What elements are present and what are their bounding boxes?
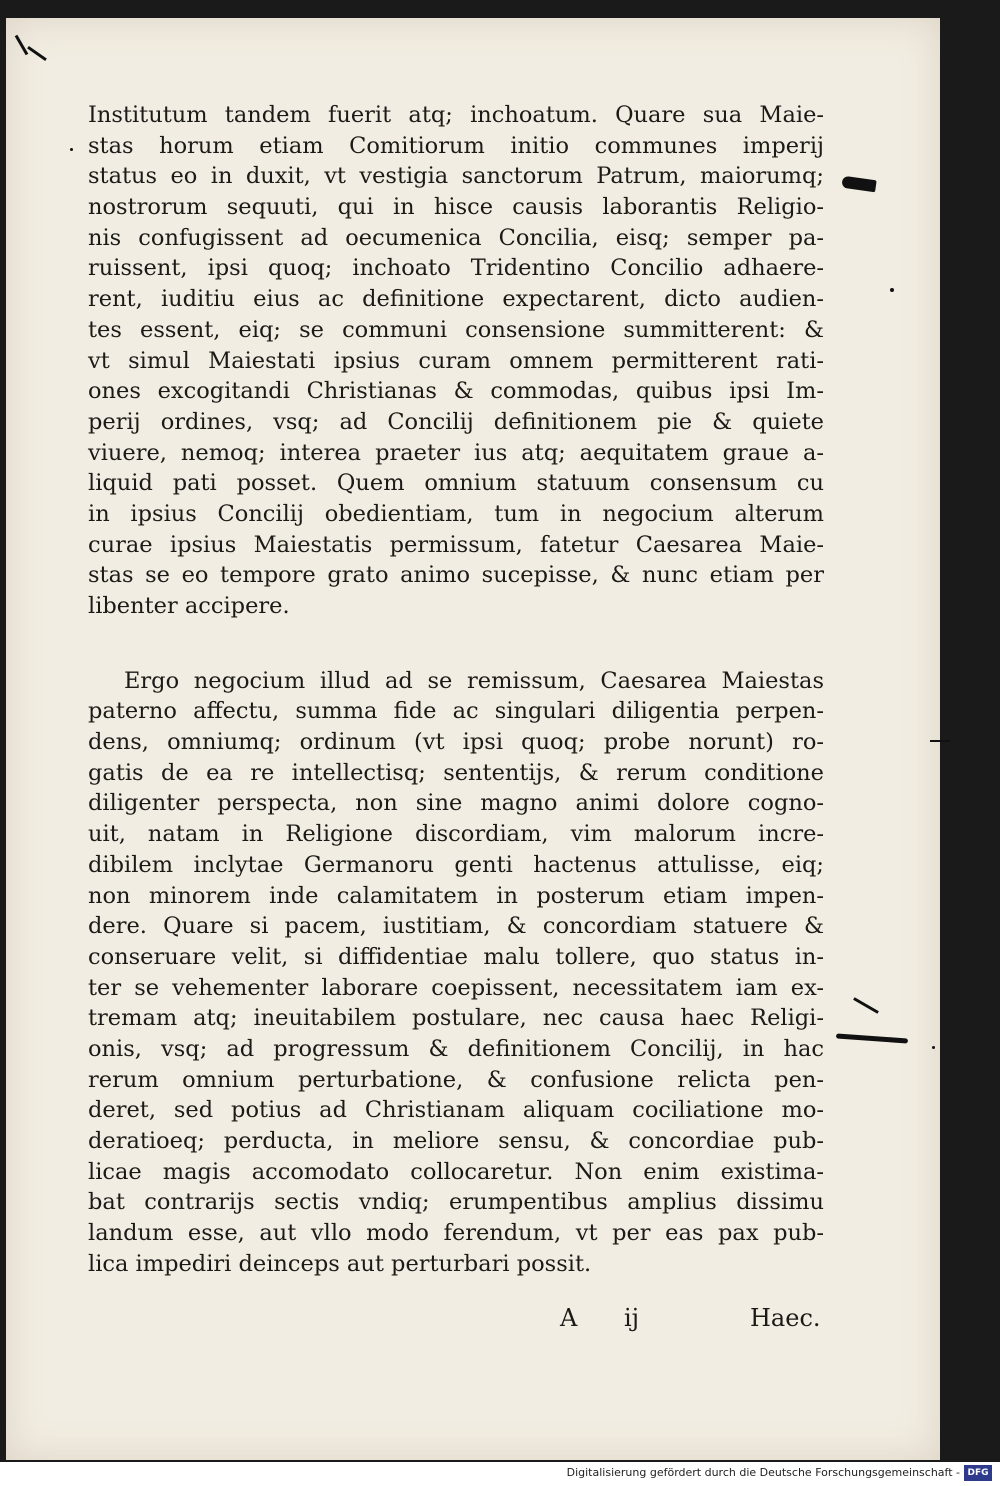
ink-curve-margin [853,997,879,1014]
text-line: libenter accipere. [88,593,290,619]
signature-row [560,1304,830,1338]
ink-line-margin [836,1033,908,1043]
paragraph-1 [88,100,824,622]
text-line: ter se vehementer laborare coepissent, necessitatem iam ex- [88,974,824,1001]
text-line: rerum omnium perturbatione, & confusione relicta pen- [88,1066,824,1093]
text-line: dibilem inclytae Germanoru genti hactenus attulisse, eiq; [88,851,824,878]
text-line: vt simul Maiestati ipsius curam omnem permitterent rati- [88,347,824,374]
ink-mark-top-left [15,35,29,56]
page-text [88,100,824,1279]
text-line: viuere, nemoq; interea praeter ius atq; aequitatem graue a- [88,439,824,466]
text-line: perij ordines, vsq; ad Concilij definitionem pie & quiete [88,408,824,435]
paragraph-gap [88,622,824,666]
text-line: Ergo negocium illud ad se remissum, Caesarea Maiestas [124,667,824,694]
text-line: landum esse, aut vllo modo ferendum, vt per eas pax pub- [88,1220,824,1247]
text-line: diligenter perspecta, non sine magno animi dolore cogno- [88,790,824,817]
text-line: licae magis accomodato collocaretur. Non enim existima- [88,1158,824,1185]
ink-dash-margin [930,740,950,742]
ink-mark-pointer [841,176,876,193]
text-line: dere. Quare si pacem, iustitiam, & concordiam statuere & [88,913,824,940]
text-line: curae ipsius Maiestatis permissum, fatetur Caesarea Maie- [88,531,824,558]
text-line: lica impediri deinceps aut perturbari possit. [88,1250,592,1277]
footer-credit: Digitalisierung gefördert durch die Deutsche Forschungsgemeinschaft - [566,1466,960,1479]
text-line: tes essent, eiq; se communi consensione summitterent: & [88,316,824,343]
text-line: deratioeq; perducta, in meliore sensu, & concordiae pub- [88,1128,824,1154]
footer-bar [0,1462,1000,1486]
catchword: Haec. [750,1304,821,1332]
text-line: non minorem inde calamitatem in posterum etiam impen- [88,882,824,909]
folio-number: ij [624,1304,640,1332]
text-line: paterno affectu, summa fide ac singulari diligentia perpen- [88,698,824,725]
ink-dot-margin [932,1046,935,1049]
text-line: deret, sed potius ad Christianam aliquam cociliatione mo- [88,1097,824,1124]
text-line: bat contrarijs sectis vndiq; erumpentibus amplius dissimu [88,1189,824,1216]
text-line: gatis de ea re intellectisq; sententijs, & rerum conditione [88,759,824,786]
text-line: ones excogitandi Christianas & commodas, quibus ipsi Im- [88,378,824,405]
text-line: status eo in duxit, vt vestigia sanctorum Patrum, maiorumq; [88,163,824,190]
text-line: tremam atq; ineuitabilem postulare, nec causa haec Religi- [88,1005,824,1032]
text-line: liquid pati posset. Quem omnium statuum consensum cu [88,470,824,497]
dfg-logo: DFG [964,1465,992,1481]
text-line: rent, iuditiu eius ac definitione expectarent, dicto audien- [88,286,824,313]
text-line: dens, omniumq; ordinum (vt ipsi quoq; probe norunt) ro- [88,729,824,756]
text-line: onis, vsq; ad progressum & definitionem Concilij, in hac [88,1035,824,1062]
text-line: in ipsius Concilij obedientiam, tum in negocium alterum [88,500,824,527]
paragraph-2 [88,666,824,1280]
text-line: ruissent, ipsi quoq; inchoato Tridentino Concilio adhaere- [88,255,824,282]
text-line: uit, natam in Religione discordiam, vim malorum incre- [88,821,824,848]
text-line: nostrorum sequuti, qui in hisce causis laborantis Religio- [88,194,824,221]
text-line: stas horum etiam Comitiorum initio communes imperij [88,132,824,159]
ink-dot-right [890,288,894,292]
ink-mark-top-left-stroke [27,46,47,61]
text-line: nis confugissent ad oecumenica Concilia, eisq; semper pa- [88,224,824,251]
text-line: conseruare velit, si diffidentiae malu tollere, quo status in- [88,943,824,970]
text-line: stas se eo tempore grato animo sucepisse, & nunc etiam per [88,562,824,589]
signature-mark: A [560,1304,578,1332]
ink-dot-left [70,148,73,151]
text-line: Institutum tandem fuerit atq; inchoatum. Quare sua Maie- [88,102,824,128]
